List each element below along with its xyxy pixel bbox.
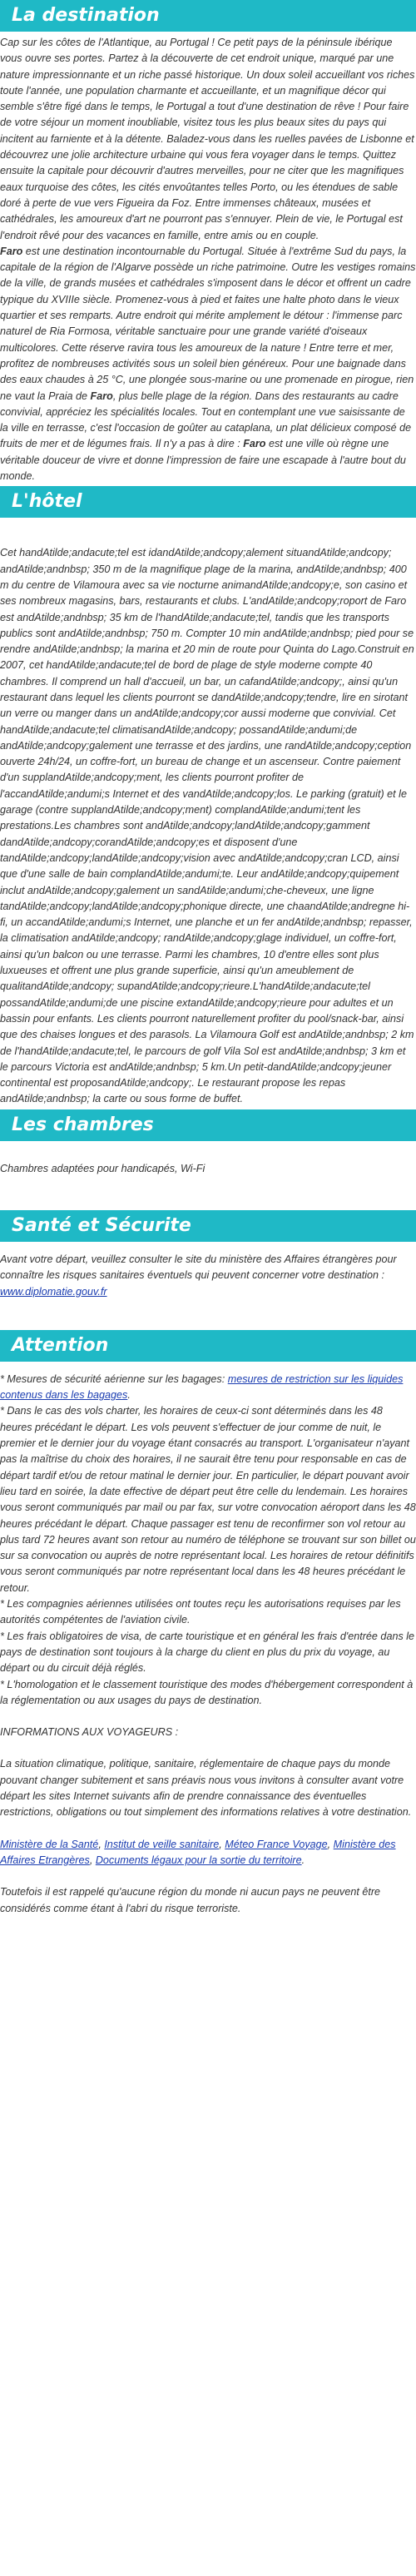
- link-separator: ,: [89, 1854, 96, 1866]
- info-links: [0, 1837, 416, 1869]
- rating-notice: * L'homologation et le classement touristique des modes d'hébergement correspondent à la réglementation ou aux usages du pays de destination.: [0, 1678, 414, 1706]
- section-header-attention: Attention: [0, 1330, 416, 1362]
- baggage-suffix: .: [127, 1389, 131, 1402]
- foreign-affairs-link[interactable]: Ministère des Affaires Etrangères: [0, 1838, 396, 1866]
- section-header-safety: Santé et Sécurite: [0, 1210, 416, 1242]
- health-watch-link[interactable]: Institut de veille sanitaire: [104, 1838, 220, 1850]
- faro-bold-2: Faro: [90, 390, 113, 402]
- rooms-description: Chambres adaptées pour handicapés, Wi-Fi: [0, 1162, 206, 1174]
- link-separator: ,: [327, 1838, 334, 1850]
- companies-notice: * Les compagnies aériennes utilisées ont toutes reçu les autorisations requises par les autorités compétentes de l'aviation civile.: [0, 1598, 401, 1626]
- schedule-notice: * Dans le cas des vols charter, les horaires de ceux-ci sont déterminés dans les 48 heures précédant le départ. Les vols peuvent s'effectuer de jour comme de nuit, le premier et le dernier jour du voyage étant consacrés au transport. L'organisateur n'ayant pas la maîtrise du choix des horaires, il ne saurait être tenu pour responsable en cas de départ tardif et/ou de retour matinal le dernier jour. En particulier, le départ pouvant avoir lieu tard en soirée, la date effective de départ peut être celle du lendemain. Les horaires vous seront communiqués par mail ou par fax, sur votre convocation aéroport dans les 48 heures précédant le départ. Chaque passager est tenu de reconfirmer son vol retour au plus tard 72 heures avant son retour au numéro de téléphone se trouvant sur son billet ou sur sa convocation ou auprès de notre représentant local. Les horaires de retour définitifs vous seront communiqués par notre représentant local dans les 48 heures précédant le retour.: [0, 1405, 416, 1594]
- info-text: La situation climatique, politique, sanitaire, réglementaire de chaque pays du monde pouvant changer subitement et sans préavis nous vous invitons à consulter avant votre départ les sites Internet suivants afin de prendre connaissance des éventuelles restrictions, obligations ou tout simplement des informations relatives à votre destination.: [0, 1758, 412, 1819]
- section-header-destination: La destination: [0, 0, 416, 32]
- link-separator: ,: [219, 1838, 225, 1850]
- section-header-rooms: Les chambres: [0, 1109, 416, 1141]
- destination-intro: Cap sur les côtes de l'Atlantique, au Portugal ! Ce petit pays de la péninsule ibérique vous ouvre ses portes. Partez à la découverte de cet endroit unique, marqué par une nature impressionnante et un riche passé historique. Un doux soleil accueillant vos riches toute l'année, une population charmante et accueillante, et un magnifique décor qui semble s'être figé dans le temps, le Portugal a tout d'une destination de rêve ! Pour faire de votre séjour un moment inoubliable, visitez tous les plus beaux sites du pays qui incitent au farniente et à la détente. Baladez-vous dans les ruelles pavées de Lisbonne et découvrez une jolie architecture urbaine qui vous fera voyager dans le temps. Quittez ensuite la capitale pour découvrir d'autres merveilles, pour ne citer que les magnifiques eaux turquoise des côtes, les cités envoûtantes telles Porto, ou les étendues de sable doré à perte de vue vers Figueira da Foz. Entre immenses châteaux, musées et cathédrales, les amoureux d'art ne pourront pas s'ennuyer. Plein de vie, le Portugal est l'endroit rêvé pour des vacances en famille, entre amis ou en couple.: [0, 37, 415, 241]
- link-period: .: [301, 1854, 305, 1866]
- faro-bold: Faro: [0, 245, 23, 257]
- terrorism-notice: Toutefois il est rappelé qu'aucune région du monde ni aucun pays ne peuvent être considérés comme étant à l'abri du risque terroriste.: [0, 1886, 381, 1914]
- hotel-description: Cet handAtilde;andacute;tel est idandAtilde;andcopy;alement situandAtilde;andcopy; andAtilde;andnbsp; 350 m de la magnifique plage de la marina, andAtilde;andnbsp; 400 m du centre de Vilamoura avec sa vie nocturne animandAtilde;andcopy;e, son casino et ses nombreux magasins, bars, restaurants et clubs. L'andAtilde;andcopy;roport de Faro est andAtilde;andnbsp; 35 km de l'handAtilde;andacute;tel, tandis que les transports publics sont andAtilde;andnbsp; 750 m. Compter 10 min andAtilde;andnbsp; pied pour se rendre andAtilde;andnbsp; la marina et 20 min de route pour Quinta do Lago.Construit en 2007, cet handAtilde;andacute;tel de bord de plage de style moderne compte 40 chambres. Il comprend un hall d'accueil, un bar, un cafandAtilde;andcopy;, ainsi qu'un restaurant dans lequel les clients pourront se dandAtilde;andcopy;tendre, lire en sirotant un verre ou manger dans un andAtilde;andcopy;cor aussi moderne que convivial. Cet handAtilde;andacute;tel climatisandAtilde;andcopy; possandAtilde;andumi;de andAtilde;andcopy;galement une terrasse et des jardins, une randAtilde;andcopy;ception ouverte 24h/24, un coffre-fort, un bureau de change et un ascenseur. Contre paiement d'un supplandAtilde;andcopy;ment, les clients pourront profiter de l'accandAtilde;andumi;s Internet et des vandAtilde;andcopy;los. Le parking (gratuit) et le garage (contre supplandAtilde;andcopy;ment) complandAtilde;andumi;tent les prestations.Les chambres sont andAtilde;andcopy;landAtilde;andcopy;gamment dandAtilde;andcopy;corandAtilde;andcopy;es et disposent d'une tandAtilde;andcopy;landAtilde;andcopy;vision avec andAtilde;andcopy;cran LCD, ainsi que d'une salle de bain complandAtilde;andumi;te. Leur andAtilde;andcopy;quipement inclut andAtilde;andcopy;galement un sandAtilde;andumi;che-cheveux, une ligne tandAtilde;andcopy;landAtilde;andcopy;phonique directe, une chaandAtilde;andregne hi-fi, un accandAtilde;andumi;s Internet, une planche et un fer andAtilde;andnbsp; repasser, la climatisation andAtilde;andcopy; randAtilde;andcopy;glage individuel, un coffre-fort, ainsi qu'un balcon ou une terrasse. Parmi les chambres, 10 d'entre elles sont plus luxueuses et offrent une plus grande superficie, ainsi qu'un ameublement de qualitandAtilde;andcopy; supandAtilde;andcopy;rieure.L'handAtilde;andacute;tel possandAtilde;andumi;de une piscine extandAtilde;andcopy;rieure pour adultes et un bassin pour enfants. Les clients pourront naturellement profiter du pool/snack-bar, ainsi que des chaises longues et des parasols. La Vilamoura Golf est andAtilde;andnbsp; 2 km de l'handAtilde;andacute;tel, le parcours de golf Vila Sol est andAtilde;andnbsp; 3 km et le parcours Victoria est andAtilde;andnbsp; 5 km.Un petit-dandAtilde;andcopy;jeuner continental est proposandAtilde;andcopy;. Le restaurant propose les repas andAtilde;andnbsp; la carte ou sous forme de buffet.: [0, 547, 414, 1105]
- baggage-notice: [0, 1372, 416, 1404]
- visa-notice: * Les frais obligatoires de visa, de carte touristique et en général les frais d'entrée dans le pays de destination sont toujours à la charge du client en plus du prix du voyage, au départ ou du circuit déjà réglés.: [0, 1630, 415, 1675]
- legal-documents-link[interactable]: Documents légaux pour la sortie du territoire: [95, 1854, 302, 1866]
- meteo-link[interactable]: Méteo France Voyage: [225, 1838, 328, 1850]
- link-separator: ,: [98, 1838, 105, 1850]
- diplomatie-link[interactable]: www.diplomatie.gouv.fr: [0, 1285, 107, 1298]
- section-header-hotel: L'hôtel: [0, 486, 416, 518]
- faro-text-b: , plus belle plage de la région. Dans des restaurants au cadre convivial, appréciez les spécialités locales. Tout en contemplant une vue saisissante de la ville en terrasse, c'est l'occasion de goûter au cataplana, un plat délicieux composé de fruits de mer et de légumes frais. Il n'y a pas à dire :: [0, 390, 412, 450]
- liquids-restriction-link[interactable]: mesures de restriction sur les liquides contenus dans les bagages: [0, 1372, 404, 1402]
- baggage-prefix: * Mesures de sécurité aérienne sur les bagages:: [0, 1372, 228, 1385]
- destination-faro: [0, 244, 416, 484]
- health-ministry-link[interactable]: Ministère de la Santé: [0, 1838, 99, 1850]
- safety-description: [0, 1252, 416, 1300]
- faro-bold-3: Faro: [243, 438, 266, 450]
- safety-text: Avant votre départ, veuillez consulter le site du ministère des Affaires étrangères pour connaître les risques sanitaires éventuels qui peuvent concerner votre destination :: [0, 1253, 397, 1282]
- faro-text-a: est une destination incontournable du Portugal. Située à l'extrême Sud du pays, la capitale de la région de l'Algarve possède un riche patrimoine. Outre les vestiges romains de la ville, de grands musées et cathédrales s'imposent dans le décor et offrent un cadre typique du XVIIIe siècle. Promenez-vous à pied et faites une halte photo dans le vieux quartier et ses remparts. Autre endroit qui mérite amplement le détour : l'immense parc naturel de Ria Formosa, véritable sanctuaire pour une grande variété d'oiseaux multicolores. Cette réserve ravira tous les amoureux de la nature ! Entre terre et mer, profitez de nombreuses activités sous un soleil bien généreux. Pour une baignade dans des eaux chaudes à 25 °C, une plongée sous-marine ou une promenade en pirogue, rien ne vaut la Praia de: [0, 245, 416, 402]
- faro-text-c: est une ville où règne une véritable douceur de vivre et donne l'impression de faire une escapade à l'autre bout du monde.: [0, 438, 406, 483]
- info-title: INFORMATIONS AUX VOYAGEURS :: [0, 1726, 179, 1739]
